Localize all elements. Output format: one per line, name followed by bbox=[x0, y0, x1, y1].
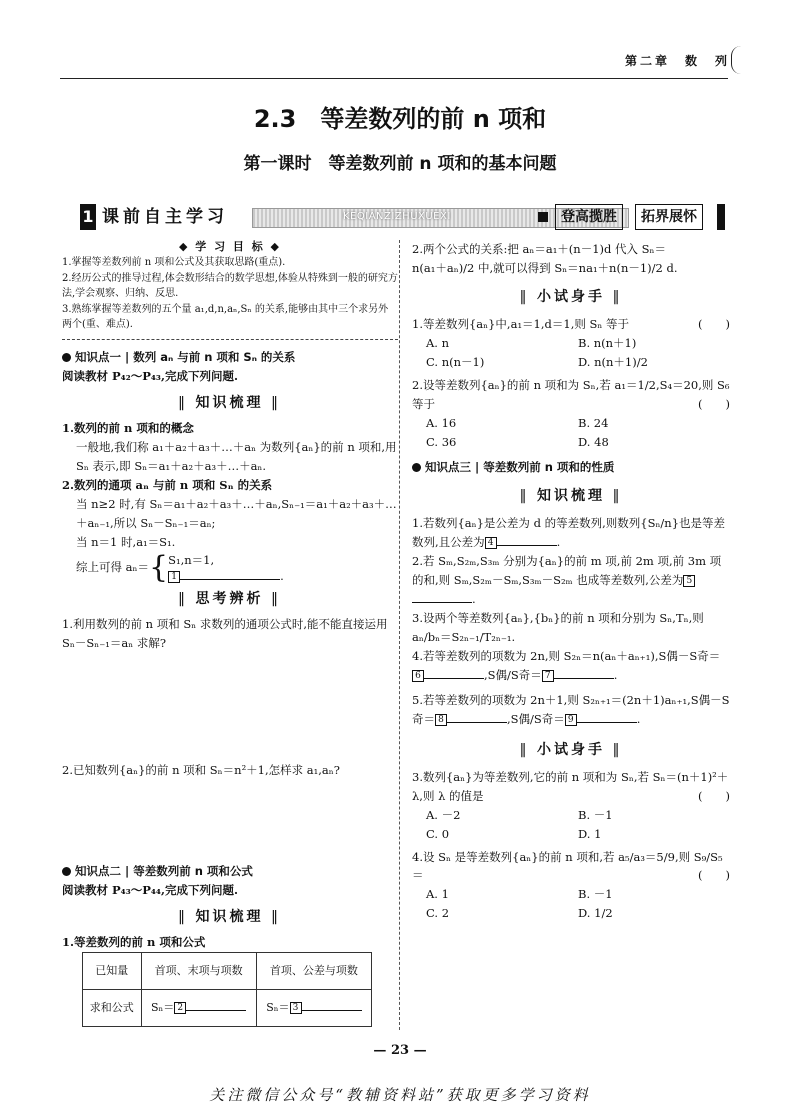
k1-heading: 1.数列的前 n 项和的概念 bbox=[62, 421, 194, 436]
k2-body-1: 当 n≥2 时,有 Sₙ＝a₁＋a₂＋a₃＋…＋aₙ,Sₙ₋₁＝a₁＋a₂＋a₃＋…＋aₙ₋₁,所以 Sₙ－Sₙ₋₁＝aₙ; bbox=[76, 496, 397, 530]
formula-table bbox=[82, 952, 372, 1027]
knowledge-point-3: 知识点三 | 等差数列前 n 项和的性质 bbox=[412, 458, 730, 477]
column-divider bbox=[399, 240, 400, 1030]
table-row-label: 求和公式 bbox=[83, 990, 142, 1027]
option[interactable]: C. 36 bbox=[426, 434, 457, 449]
answer-paren[interactable]: ( ) bbox=[698, 396, 730, 411]
section-knowledge: ‖ 知识梳理 ‖ bbox=[412, 485, 730, 508]
answer-blank[interactable] bbox=[412, 602, 472, 603]
answer-blank[interactable] bbox=[424, 678, 484, 679]
bullet-icon bbox=[62, 353, 71, 362]
property-2: 2.若 Sₘ,S₂ₘ,S₃ₘ 分别为{aₙ}的前 m 项,前 2m 项,前 3m 项的和,则 Sₘ,S₂ₘ－Sₘ,S₃ₘ－S₂ₘ 也成等差数列,公差为 5. bbox=[412, 553, 722, 606]
k2-body-2: 当 n＝1 时,a₁＝S₁. bbox=[76, 534, 176, 549]
try-question-2: 2.设等差数列{aₙ}的前 n 项和为 Sₙ,若 a₁＝1/2,S₄＝20,则 S₆ 等于 ( ) bbox=[412, 376, 730, 414]
formula-relation: 2.两个公式的关系:把 aₙ＝a₁＋(n－1)d 代入 Sₙ＝ bbox=[412, 242, 667, 256]
knowledge-point-2: 知识点二 | 等差数列前 n 项和公式 bbox=[62, 862, 397, 881]
answer-paren[interactable]: ( ) bbox=[698, 788, 730, 803]
table-header: 已知量 bbox=[83, 953, 142, 990]
case-1: S₁,n＝1, bbox=[168, 552, 215, 567]
options bbox=[412, 414, 730, 452]
knowledge-point-1: 知识点一 | 数列 aₙ 与前 n 项和 Sₙ 的关系 bbox=[62, 348, 397, 367]
section-knowledge: ‖ 知识梳理 ‖ bbox=[62, 392, 397, 415]
option[interactable]: A. －2 bbox=[426, 807, 461, 822]
question-2: 2.已知数列{aₙ}的前 n 项和 Sₙ＝n²＋1,怎样求 a₁,aₙ? bbox=[62, 763, 340, 778]
section-try: ‖ 小试身手 ‖ bbox=[412, 739, 730, 762]
formula-relation-cont: n(a₁＋aₙ)/2 中,就可以得到 Sₙ＝na₁＋n(n－1)/2 d. bbox=[412, 260, 678, 275]
section-knowledge: ‖ 知识梳理 ‖ bbox=[62, 906, 397, 929]
option[interactable]: C. 2 bbox=[426, 906, 450, 921]
k3-heading: 1.等差数列的前 n 项和公式 bbox=[62, 935, 206, 950]
question-1: 1.利用数列的前 n 项和 Sₙ 求数列的通项公式时,能不能直接运用 Sₙ－Sₙ₋₁＝aₙ 求解? bbox=[62, 617, 388, 651]
header-rule bbox=[60, 78, 728, 79]
header-decoration bbox=[731, 46, 742, 74]
option[interactable]: A. n bbox=[426, 336, 450, 350]
banner-number: 1 bbox=[80, 204, 96, 230]
read-instruction: 阅读教材 P₄₃～P₄₄,完成下列问题. bbox=[62, 882, 238, 897]
option[interactable]: D. n(n＋1)/2 bbox=[578, 354, 648, 369]
answer-blank[interactable] bbox=[447, 722, 507, 723]
blank-number: 8 bbox=[435, 714, 447, 726]
blank-number: 4 bbox=[485, 537, 497, 549]
k1-body: 一般地,我们称 a₁＋a₂＋a₃＋…＋aₙ 为数列{aₙ}的前 n 项和,用 Sₙ 表示,即 Sₙ＝a₁＋a₂＋a₃＋…＋aₙ. bbox=[76, 440, 397, 473]
blank-number: 7 bbox=[542, 670, 554, 682]
banner-square-icon bbox=[538, 212, 548, 222]
k2-piecewise-label: 综上可得 aₙ＝ bbox=[76, 560, 149, 575]
left-column-lower bbox=[62, 862, 397, 1027]
k2-piecewise: 综上可得 aₙ＝ { S₁,n＝1, 1 . bbox=[76, 549, 284, 585]
option[interactable]: B. －1 bbox=[578, 807, 613, 822]
property-5: 5.若等差数列的项数为 2n＋1,则 S₂ₙ₊₁＝(2n＋1)aₙ₊₁,S偶－S奇＝ 8 ,S偶/S奇＝ 9 . bbox=[412, 692, 730, 726]
blank-number: 9 bbox=[565, 714, 577, 726]
footer-note: 关注微信公众号“教辅资料站”获取更多学习资料 bbox=[209, 1086, 591, 1104]
blank-number: 1 bbox=[168, 571, 180, 583]
brace-icon: { bbox=[149, 549, 169, 585]
page-subtitle: 第一课时 等差数列前 n 项和的基本问题 bbox=[243, 154, 557, 174]
answer-blank[interactable] bbox=[186, 1010, 246, 1011]
banner-title: 课前自主学习 bbox=[102, 207, 228, 227]
options bbox=[412, 334, 730, 372]
option[interactable]: D. 1/2 bbox=[578, 906, 613, 921]
option[interactable]: C. 0 bbox=[426, 826, 450, 841]
k2-heading: 2.数列的通项 aₙ 与前 n 项和 Sₙ 的关系 bbox=[62, 477, 273, 492]
blank-number: 6 bbox=[412, 670, 424, 682]
try-question-4: 4.设 Sₙ 是等差数列{aₙ}的前 n 项和,若 a₅/a₃＝5/9,则 S₉/S₅＝ ( ) bbox=[412, 848, 730, 886]
section-think: ‖ 思考辨析 ‖ bbox=[62, 588, 397, 611]
goals-box bbox=[62, 238, 398, 340]
table-header: 首项、末项与项数 bbox=[141, 953, 256, 990]
answer-paren[interactable]: ( ) bbox=[698, 317, 730, 332]
option[interactable]: D. 48 bbox=[578, 434, 609, 449]
bullet-icon bbox=[412, 463, 421, 472]
goal-item: 2.经历公式的推导过程,体会数形结合的数学思想,体验从特殊到一般的研究方法,学会观察、归纳、反思. bbox=[62, 272, 398, 300]
right-column bbox=[412, 240, 730, 923]
read-instruction: 阅读教材 P₄₂～P₄₃,完成下列问题. bbox=[62, 368, 238, 383]
page-title: 2.3 等差数列的前 n 项和 bbox=[253, 105, 547, 133]
learning-goals bbox=[62, 238, 398, 340]
banner-pinyin: KEQIANZIZHUXUEXI bbox=[343, 211, 451, 222]
property-4: 4.若等差数列的项数为 2n,则 S₂ₙ＝n(aₙ＋aₙ₊₁),S偶－S奇＝6 ,S偶/S奇＝ 7 . bbox=[412, 648, 721, 682]
answer-blank[interactable] bbox=[302, 1010, 362, 1011]
goal-item: 1.掌握等差数列前 n 项和公式及其获取思路(重点). bbox=[62, 257, 286, 269]
property-1: 1.若数列{aₙ}是公差为 d 的等差数列,则数列{Sₙ/n}也是等差数列,且公差为 4 . bbox=[412, 515, 726, 549]
blank-number: 2 bbox=[174, 1002, 186, 1014]
chapter-header: 第二章 数 列 bbox=[624, 54, 730, 68]
answer-blank[interactable] bbox=[554, 678, 614, 679]
blank-number: 5 bbox=[683, 575, 695, 587]
try-question-1: 1.等差数列{aₙ}中,a₁＝1,d＝1,则 Sₙ 等于 ( ) bbox=[412, 315, 730, 334]
table-cell: Sₙ＝ 3 bbox=[256, 990, 371, 1027]
option[interactable]: D. 1 bbox=[578, 826, 602, 841]
banner-tag-2: 拓界展怀 bbox=[635, 204, 703, 230]
bullet-icon bbox=[62, 867, 71, 876]
option[interactable]: B. 24 bbox=[578, 415, 609, 430]
banner-end-block bbox=[717, 204, 725, 230]
answer-blank[interactable] bbox=[497, 545, 557, 546]
option[interactable]: B. n(n＋1) bbox=[578, 336, 637, 350]
table-cell: Sₙ＝ 2 bbox=[141, 990, 256, 1027]
page-number: — 23 — bbox=[373, 1043, 427, 1058]
options bbox=[412, 806, 730, 844]
try-question-3: 3.数列{aₙ}为等差数列,它的前 n 项和为 Sₙ,若 Sₙ＝(n＋1)²＋λ,则 λ 的值是 ( ) bbox=[412, 768, 730, 806]
answer-blank[interactable] bbox=[180, 579, 280, 580]
banner-tag-1: 登高揽胜 bbox=[555, 204, 623, 230]
option[interactable]: A. 1 bbox=[426, 887, 449, 902]
answer-blank[interactable] bbox=[577, 722, 637, 723]
options bbox=[412, 885, 730, 923]
option[interactable]: B. －1 bbox=[578, 887, 613, 902]
goals-title: ◆ 学 习 目 标 ◆ bbox=[178, 240, 282, 253]
property-3: 3.设两个等差数列{aₙ},{bₙ}的前 n 项和分别为 Sₙ,Tₙ,则 aₙ/bₙ＝S₂ₙ₋₁/T₂ₙ₋₁. bbox=[412, 610, 704, 644]
blank-number: 3 bbox=[290, 1002, 302, 1014]
section-banner bbox=[80, 204, 725, 230]
option[interactable]: C. n(n－1) bbox=[426, 354, 485, 369]
table-header: 首项、公差与项数 bbox=[256, 953, 371, 990]
answer-paren[interactable]: ( ) bbox=[698, 868, 730, 883]
left-column bbox=[62, 348, 397, 780]
option[interactable]: A. 16 bbox=[426, 415, 457, 430]
goal-item: 3.熟练掌握等差数列的五个量 a₁,d,n,aₙ,Sₙ 的关系,能够由其中三个求另外两个(重、难点). bbox=[62, 303, 389, 331]
section-try: ‖ 小试身手 ‖ bbox=[412, 286, 730, 309]
